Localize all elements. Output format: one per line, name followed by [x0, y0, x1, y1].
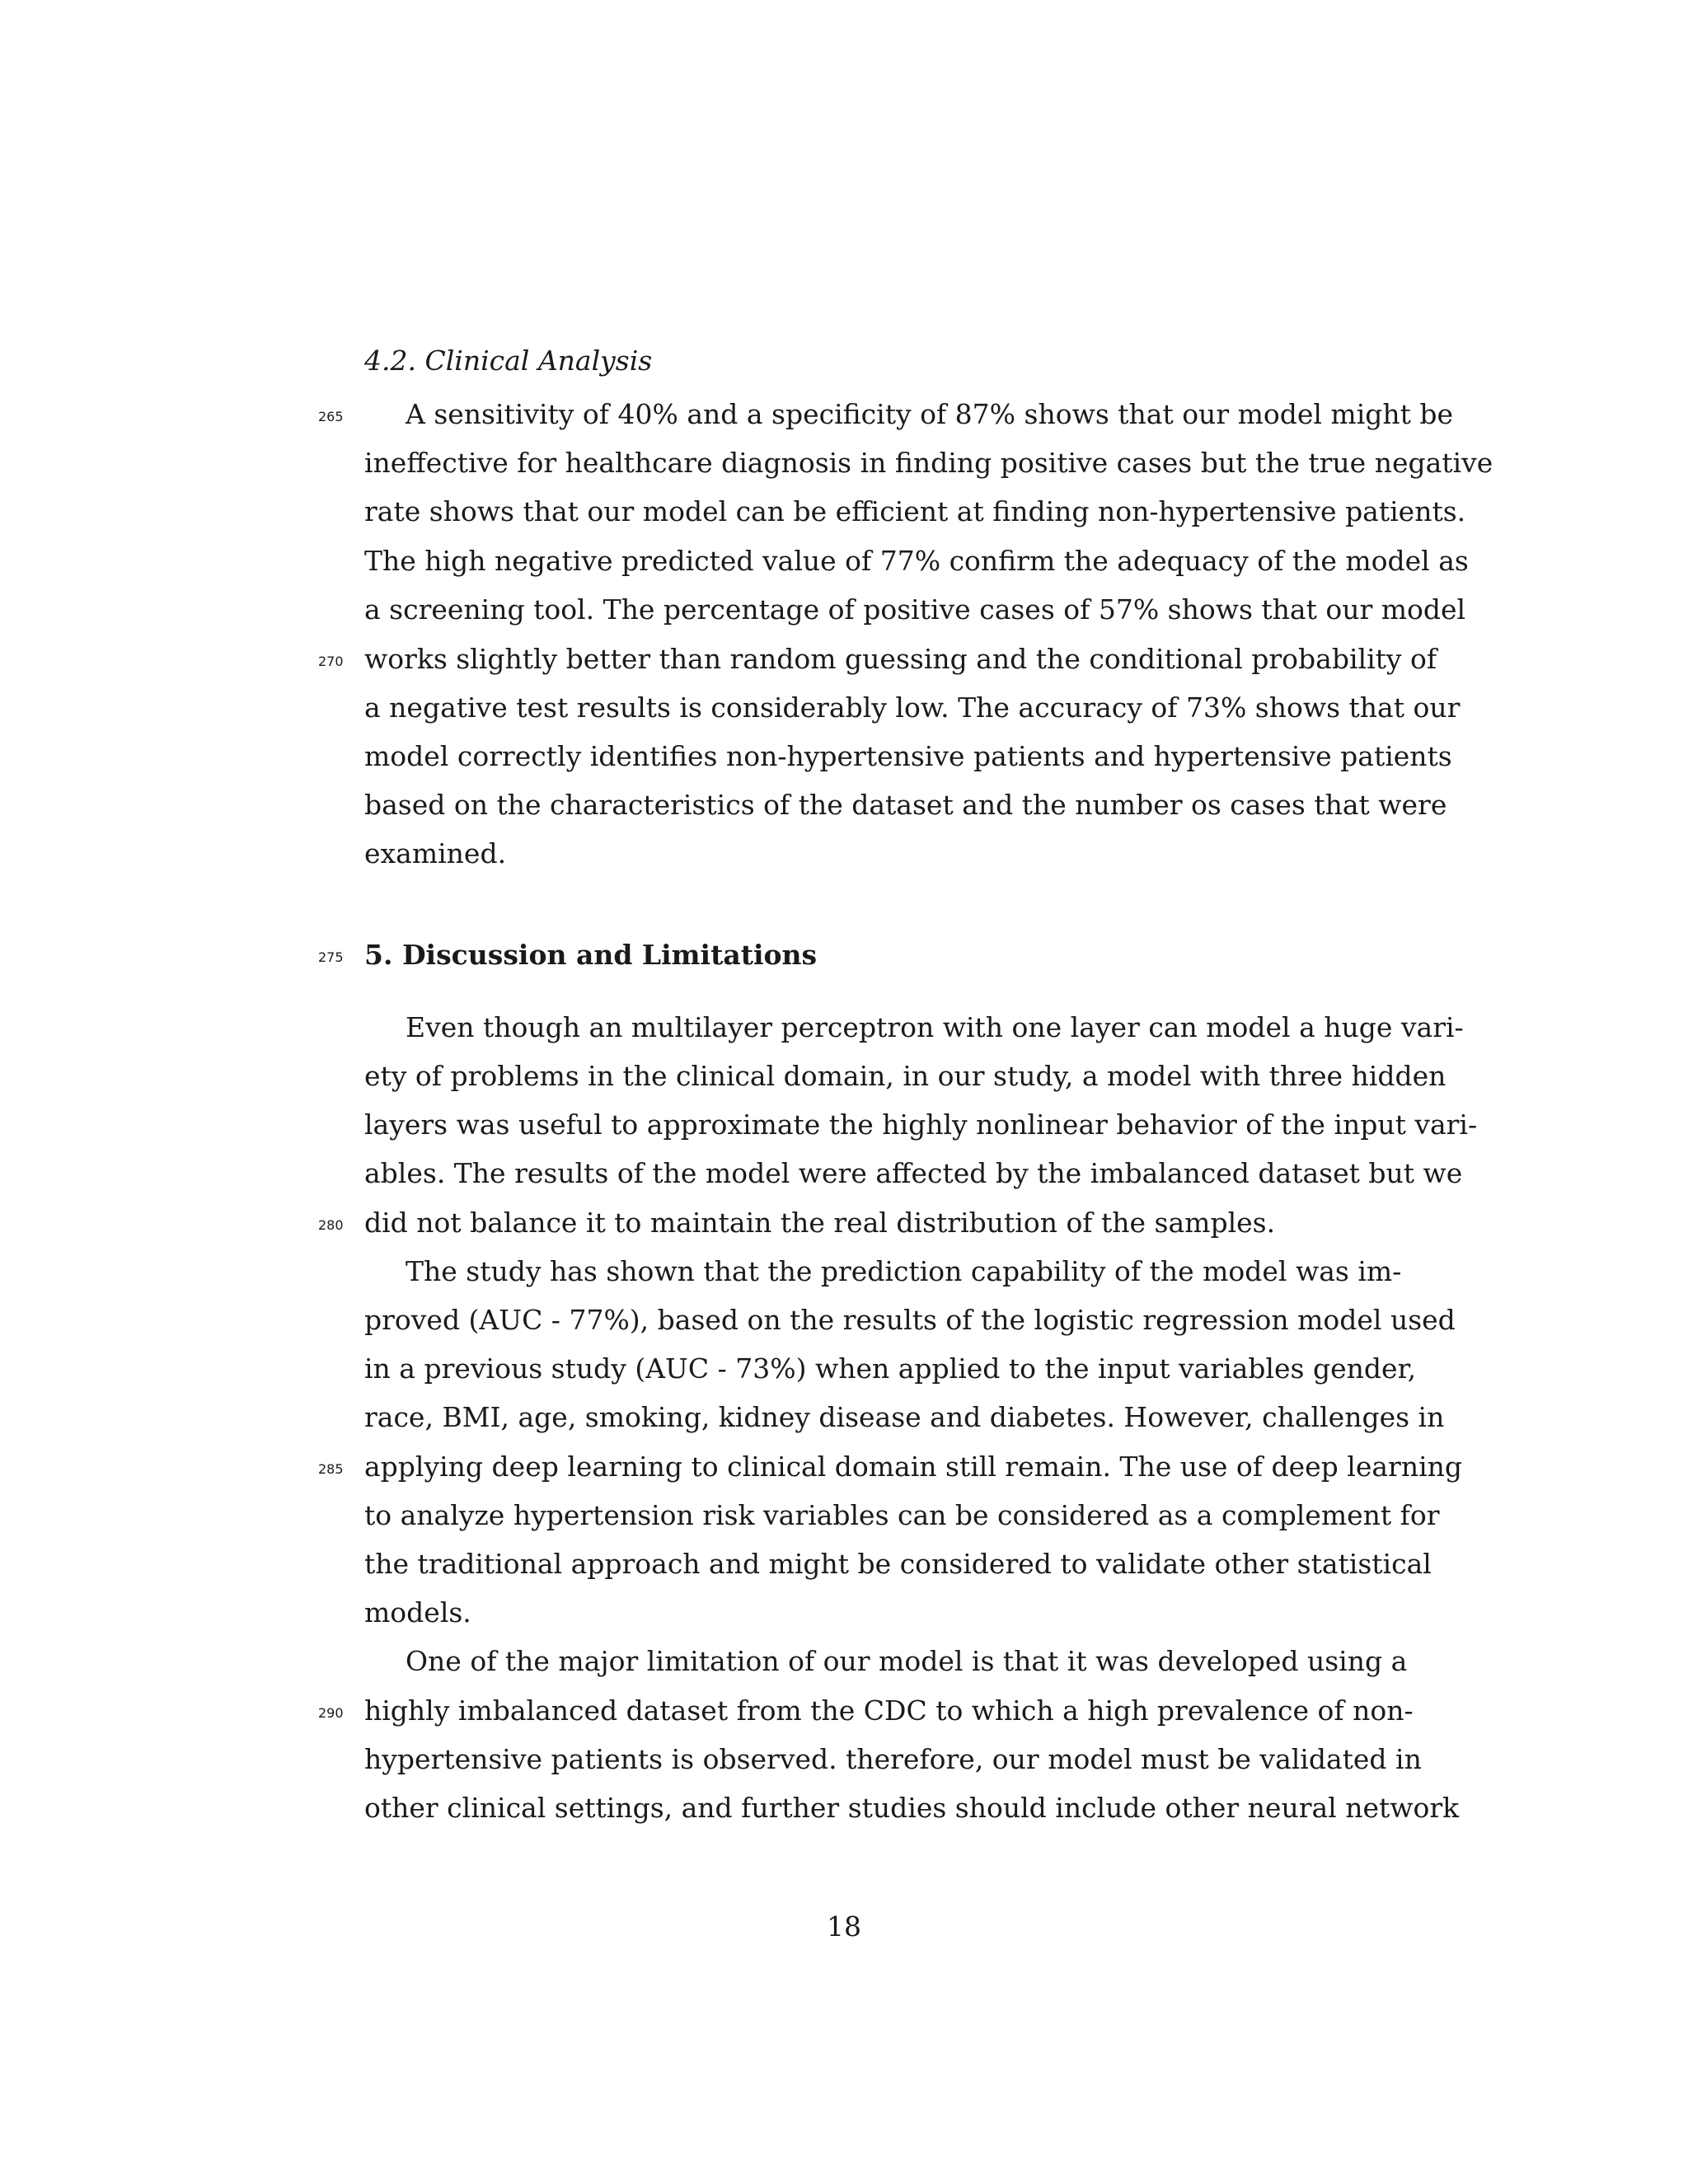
text-line: based on the characteristics of the dataset and the number os cases that were	[364, 789, 1447, 821]
text-line: a negative test results is considerably low. The accuracy of 73% shows that our	[364, 691, 1461, 724]
text-line: The study has shown that the prediction capability of the model was im-	[406, 1255, 1402, 1287]
text-line: highly imbalanced dataset from the CDC to which a high prevalence of non-	[364, 1694, 1414, 1727]
text-line: ineffective for healthcare diagnosis in finding positive cases but the true negative	[364, 447, 1493, 479]
text-line: Even though an multilayer perceptron with one layer can model a huge vari-	[406, 1011, 1464, 1043]
text-line: rate shows that our model can be efficient at finding non-hypertensive patients.	[364, 495, 1466, 527]
subsection-heading: 4.2. Clinical Analysis	[364, 344, 653, 377]
line-number: 285	[318, 1461, 344, 1477]
text-line: model correctly identifies non-hypertensive patients and hypertensive patients	[364, 740, 1452, 772]
page-number: 18	[827, 1910, 861, 1943]
text-line: examined.	[364, 837, 507, 869]
text-line: works slightly better than random guessing and the conditional probability of	[364, 643, 1437, 675]
text-line: The high negative predicted value of 77% confirm the adequacy of the model as	[364, 545, 1469, 577]
text-line: One of the major limitation of our model is that it was developed using a	[406, 1645, 1408, 1677]
text-line: did not balance it to maintain the real distribution of the samples.	[364, 1207, 1276, 1239]
line-number: 275	[318, 949, 344, 965]
text-line: race, BMI, age, smoking, kidney disease and diabetes. However, challenges in	[364, 1401, 1445, 1433]
text-line: in a previous study (AUC - 73%) when applied to the input variables gender,	[364, 1352, 1417, 1385]
text-line: the traditional approach and might be considered to validate other statistical	[364, 1548, 1432, 1580]
line-number: 270	[318, 654, 344, 669]
text-line: A sensitivity of 40% and a specificity of 87% shows that our model might be	[406, 398, 1454, 430]
text-line: ety of problems in the clinical domain, in our study, a model with three hidden	[364, 1060, 1447, 1092]
section-heading: 5. Discussion and Limitations	[364, 939, 818, 971]
text-line: to analyze hypertension risk variables can be considered as a complement for	[364, 1499, 1440, 1531]
text-line: other clinical settings, and further studies should include other neural network	[364, 1792, 1460, 1824]
text-line: applying deep learning to clinical domain still remain. The use of deep learning	[364, 1451, 1463, 1483]
line-number: 265	[318, 409, 344, 424]
text-line: a screening tool. The percentage of positive cases of 57% shows that our model	[364, 593, 1466, 626]
text-line: proved (AUC - 77%), based on the results of the logistic regression model used	[364, 1304, 1456, 1336]
text-line: hypertensive patients is observed. therefore, our model must be validated in	[364, 1743, 1422, 1775]
line-number: 280	[318, 1217, 344, 1233]
text-line: layers was useful to approximate the highly nonlinear behavior of the input vari-	[364, 1108, 1478, 1141]
text-line: ables. The results of the model were affected by the imbalanced dataset but we	[364, 1157, 1463, 1189]
line-number: 290	[318, 1705, 344, 1721]
text-line: models.	[364, 1596, 471, 1629]
